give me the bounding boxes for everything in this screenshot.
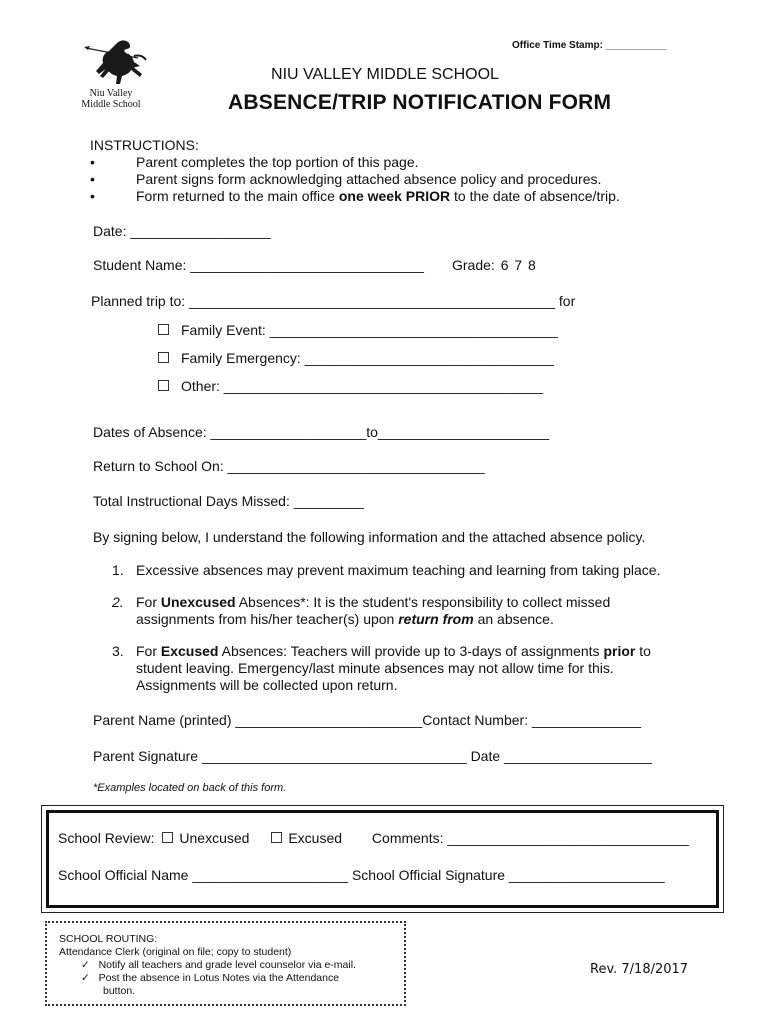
bullet: • <box>90 188 95 204</box>
policy-item-1: 1. Excessive absences may prevent maximum teaching and learning from taking place. <box>112 562 661 578</box>
school-review-box <box>41 805 724 913</box>
policy-item-3-line-2: student leaving. Emergency/last minute absences may not allow time for this. <box>136 660 614 676</box>
student-name-field[interactable]: Student Name: ______________________________ <box>93 257 424 273</box>
school-official-row[interactable]: School Official Name ____________________ School Official Signature ____________________ <box>58 867 665 883</box>
unexcused-label: Unexcused <box>179 830 250 846</box>
instruction-item: • Parent completes the top portion of this page. <box>90 154 419 170</box>
logo-line-2: Middle School <box>81 99 141 110</box>
routing-item-1: ✓ Notify all teachers and grade level counselor via e-mail. <box>81 959 356 971</box>
return-to-school-field[interactable]: Return to School On: _________________________________ <box>93 458 485 474</box>
excused-label: Excused <box>288 830 343 846</box>
family-event-option[interactable]: Family Event: _____________________________________ <box>158 322 558 339</box>
unexcused-checkbox-icon[interactable] <box>162 832 173 843</box>
school-review-inner <box>46 810 719 908</box>
instruction-item: • Parent signs form acknowledging attached absence policy and procedures. <box>90 171 602 187</box>
logo-line-1: Niu Valley <box>89 88 133 99</box>
school-routing-box <box>45 921 406 1006</box>
routing-item-2-line-2: button. <box>103 985 136 997</box>
planned-trip-field[interactable]: Planned trip to: _______________________________________________ for <box>91 293 576 309</box>
dates-of-absence-field[interactable]: Dates of Absence: ____________________to______________________ <box>93 424 550 440</box>
comments-field[interactable]: Comments: _______________________________ <box>371 830 689 846</box>
date-field[interactable]: Date: __________________ <box>93 223 271 239</box>
school-name: NIU VALLEY MIDDLE SCHOOL <box>271 66 499 83</box>
policy-item-3-line-3: Assignments will be collected upon return. <box>136 677 398 693</box>
policy-intro: By signing below, I understand the following information and the attached absence policy. <box>93 529 646 545</box>
form-title: ABSENCE/TRIP NOTIFICATION FORM <box>228 91 612 114</box>
family-emergency-option[interactable]: Family Emergency: ________________________________ <box>158 350 554 367</box>
total-days-missed-field[interactable]: Total Instructional Days Missed: _________ <box>93 493 364 509</box>
checkbox-icon[interactable] <box>158 380 169 391</box>
checkbox-icon[interactable] <box>158 352 169 363</box>
policy-item-2-line-2: assignments from his/her teacher(s) upon return from an absence. <box>136 611 554 627</box>
instruction-item: • Form returned to the main office one week PRIOR to the date of absence/trip. <box>90 188 620 204</box>
routing-line-1: Attendance Clerk (original on file; copy to student) <box>59 946 292 958</box>
policy-item-3: 3. For Excused Absences: Teachers will provide up to 3-days of assignments prior to <box>112 643 651 659</box>
parent-name-contact-field[interactable]: Parent Name (printed) ________________________Contact Number: ______________ <box>93 712 641 728</box>
other-option[interactable]: Other: _________________________________________ <box>158 378 543 395</box>
bullet: • <box>90 171 95 187</box>
school-review-row: School Review: Unexcused Excused Comments: _______________________________ <box>58 830 689 846</box>
checkmark-icon: ✓ <box>81 959 90 971</box>
routing-heading: SCHOOL ROUTING: <box>59 933 158 945</box>
checkmark-icon: ✓ <box>81 972 90 984</box>
examples-note: *Examples located on back of this form. <box>93 782 287 794</box>
excused-checkbox-icon[interactable] <box>271 832 282 843</box>
policy-item-2: 2. For Unexcused Absences*: It is the student's responsibility to collect missed <box>112 594 611 610</box>
routing-item-2: ✓ Post the absence in Lotus Notes via the Attendance <box>81 972 340 984</box>
revision-date: Rev. 7/18/2017 <box>590 962 689 977</box>
instructions-heading: INSTRUCTIONS: <box>90 137 199 153</box>
office-time-stamp: Office Time Stamp: ___________ <box>512 40 667 51</box>
checkbox-icon[interactable] <box>158 324 169 335</box>
bullet: • <box>90 154 95 170</box>
grade-options[interactable]: Grade: 6 7 8 <box>452 257 536 273</box>
parent-signature-date-field[interactable]: Parent Signature __________________________________ Date ___________________ <box>93 748 652 764</box>
